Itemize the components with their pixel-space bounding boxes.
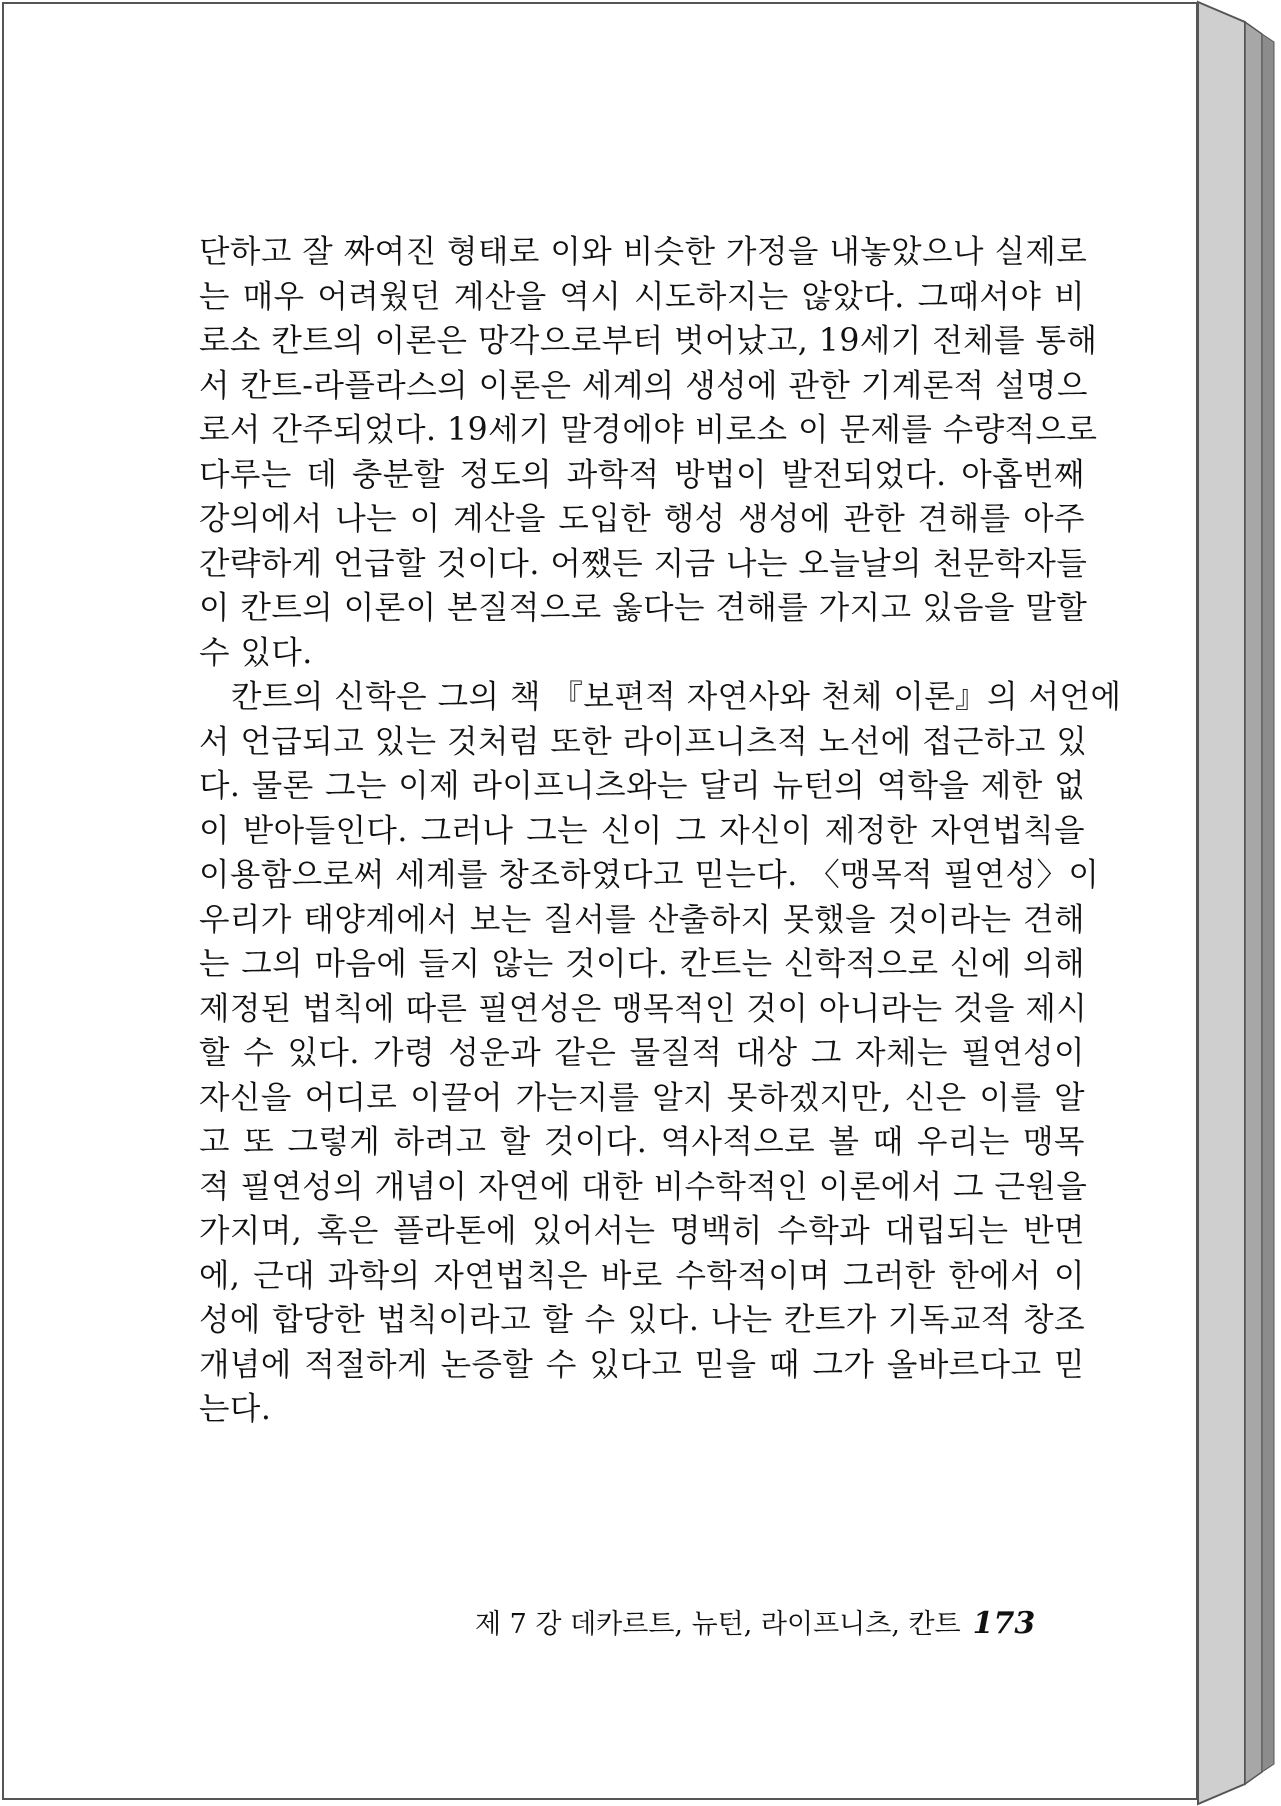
text-line: 성에 합당한 법칙이라고 할 수 있다. 나는 칸트가 기독교적 창조 [199, 1302, 1085, 1338]
page-number: 173 [972, 1606, 1036, 1641]
text-line: 서 언급되고 있는 것처럼 또한 라이프니츠적 노선에 접근하고 있 [199, 723, 1088, 760]
text-line: 수 있다. [199, 634, 313, 671]
text-line: 는 그의 마음에 들지 않는 것이다. 칸트는 신학적으로 신에 의해 [199, 946, 1085, 982]
text-line: 개념에 적절하게 논증할 수 있다고 믿을 때 그가 올바르다고 믿 [199, 1346, 1085, 1383]
text-line: 적 필연성의 개념이 자연에 대한 비수학적인 이론에서 그 근원을 [199, 1168, 1088, 1205]
text-line: 는다. [199, 1391, 272, 1427]
text-line: 자신을 어디로 이끌어 가는지를 알지 못하겠지만, 신은 이를 알 [199, 1079, 1085, 1116]
text-line: 로소 칸트의 이론은 망각으로부터 벗어났고, 19세기 전체를 통해 [199, 323, 1098, 359]
text-line: 이 칸트의 이론이 본질적으로 옳다는 견해를 가지고 있음을 말할 [199, 590, 1088, 626]
text-line: 제정된 법칙에 따른 필연성은 맹목적인 것이 아니라는 것을 제시 [199, 990, 1088, 1027]
text-line: 는 매우 어려웠던 계산을 역시 시도하지는 않았다. 그때서야 비 [199, 278, 1085, 315]
page-footer [475, 1602, 1075, 1641]
text-line: 고 또 그렇게 하려고 할 것이다. 역사적으로 볼 때 우리는 맹목 [199, 1124, 1085, 1160]
text-line: 이 받아들인다. 그러나 그는 신이 그 자신이 제정한 자연법칙을 [199, 812, 1085, 849]
text-line: 간략하게 언급할 것이다. 어쨌든 지금 나는 오늘날의 천문학자들 [199, 545, 1088, 582]
text-line: 에, 근대 과학의 자연법칙은 바로 수학적이며 그러한 한에서 이 [199, 1257, 1085, 1294]
text-line: 단하고 잘 짜여진 형태로 이와 비슷한 가정을 내놓았으나 실제로 [199, 234, 1088, 270]
text-line: 서 칸트-라플라스의 이론은 세계의 생성에 관한 기계론적 설명으 [199, 367, 1088, 404]
text-line: 가지며, 혹은 플라톤에 있어서는 명백히 수학과 대립되는 반면 [199, 1213, 1085, 1249]
body-text [199, 230, 1122, 1432]
text-line: 로서 간주되었다. 19세기 말경에야 비로소 이 문제를 수량적으로 [199, 412, 1098, 448]
text-line: 우리가 태양계에서 보는 질서를 산출하지 못했을 것이라는 견해 [199, 901, 1085, 938]
text-line: 이용함으로써 세계를 창조하였다고 믿는다. 〈맹목적 필연성〉이 [199, 857, 1100, 893]
text-line: 강의에서 나는 이 계산을 도입한 행성 생성에 관한 견해를 아주 [199, 501, 1085, 537]
paragraph-start-line: 칸트의 신학은 그의 책 『보편적 자연사와 천체 이론』의 서언에 [231, 679, 1122, 715]
running-head: 제 7 강 데카르트, 뉴턴, 라이프니츠, 칸트 [475, 1609, 961, 1640]
text-line: 할 수 있다. 가령 성운과 같은 물질적 대상 그 자체는 필연성이 [199, 1035, 1085, 1071]
text-line: 다. 물론 그는 이제 라이프니츠와는 달리 뉴턴의 역학을 제한 없 [199, 768, 1085, 804]
text-line: 다루는 데 충분할 정도의 과학적 방법이 발전되었다. 아홉번째 [199, 456, 1085, 493]
